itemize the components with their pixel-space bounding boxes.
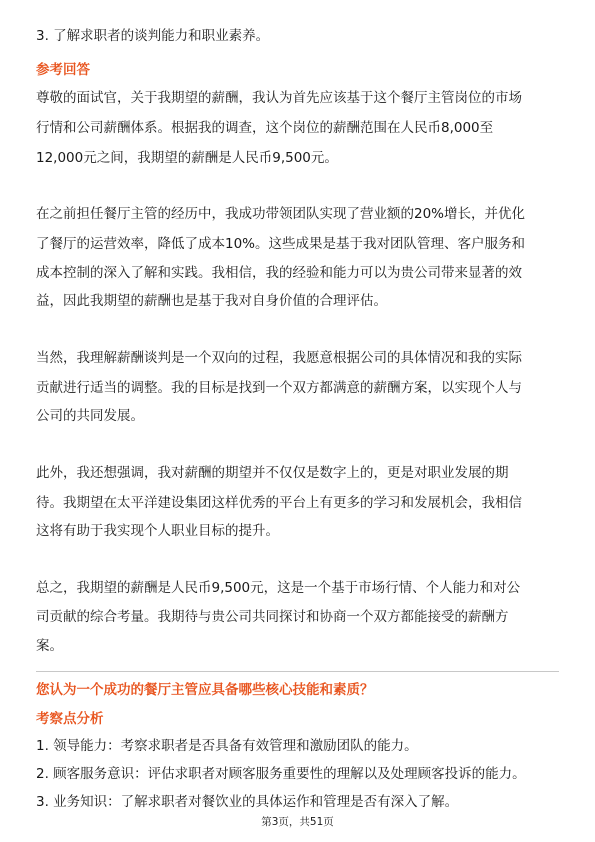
- analysis-item: 2. 顾客服务意识：评估求职者对顾客服务重要性的理解以及处理顾客投诉的能力。: [36, 766, 526, 782]
- page-footer: 第3页，共51页: [261, 816, 334, 828]
- paragraph-line: 此外，我还想强调，我对薪酬的期望并不仅仅是数字上的，更是对职业发展的期: [36, 465, 509, 481]
- paragraph-line: 待。我期望在太平洋建设集团这样优秀的平台上有更多的学习和发展机会，我相信: [36, 495, 522, 511]
- analysis-heading: 考察点分析: [36, 711, 104, 727]
- paragraph-line: 当然，我理解薪酬谈判是一个双向的过程，我愿意根据公司的具体情况和我的实际: [36, 350, 522, 366]
- paragraph-line: 益，因此我期望的薪酬也是基于我对自身价值的合理评估。: [36, 293, 387, 309]
- paragraph-line: 总之，我期望的薪酬是人民币9,500元，这是一个基于市场行情、个人能力和对公: [36, 580, 521, 596]
- analysis-item: 1. 领导能力：考察求职者是否具备有效管理和激励团队的能力。: [36, 738, 418, 754]
- answer-heading: 参考回答: [36, 62, 90, 78]
- requirement-item-3: 3. 了解求职者的谈判能力和职业素养。: [36, 28, 270, 44]
- paragraph-line: 了餐厅的运营效率，降低了成本10%。这些成果是基于我对团队管理、客户服务和: [36, 236, 526, 252]
- section-divider: [36, 671, 559, 672]
- paragraph-line: 在之前担任餐厅主管的经历中，我成功带领团队实现了营业额的20%增长，并优化: [36, 206, 526, 222]
- paragraph-line: 案。: [36, 638, 63, 654]
- question-heading: 您认为一个成功的餐厅主管应具备哪些核心技能和素质？: [36, 682, 374, 698]
- analysis-item: 3. 业务知识：了解求职者对餐饮业的具体运作和管理是否有深入了解。: [36, 794, 459, 810]
- paragraph-line: 成本控制的深入了解和实践。我相信，我的经验和能力可以为贵公司带来显著的效: [36, 265, 522, 281]
- paragraph-line: 行情和公司薪酬体系。根据我的调查，这个岗位的薪酬范围在人民币8,000至: [36, 120, 494, 136]
- paragraph-line: 贡献进行适当的调整。我的目标是找到一个双方都满意的薪酬方案，以实现个人与: [36, 380, 522, 396]
- paragraph-line: 司贡献的综合考量。我期待与贵公司共同探讨和协商一个双方都能接受的薪酬方: [36, 609, 509, 625]
- document-page: [36, 0, 559, 842]
- paragraph-line: 12,000元之间，我期望的薪酬是人民币9,500元。: [36, 150, 338, 166]
- paragraph-line: 公司的共同发展。: [36, 408, 144, 424]
- paragraph-line: 尊敬的面试官，关于我期望的薪酬，我认为首先应该基于这个餐厅主管岗位的市场: [36, 90, 522, 106]
- paragraph-line: 这将有助于我实现个人职业目标的提升。: [36, 523, 279, 539]
